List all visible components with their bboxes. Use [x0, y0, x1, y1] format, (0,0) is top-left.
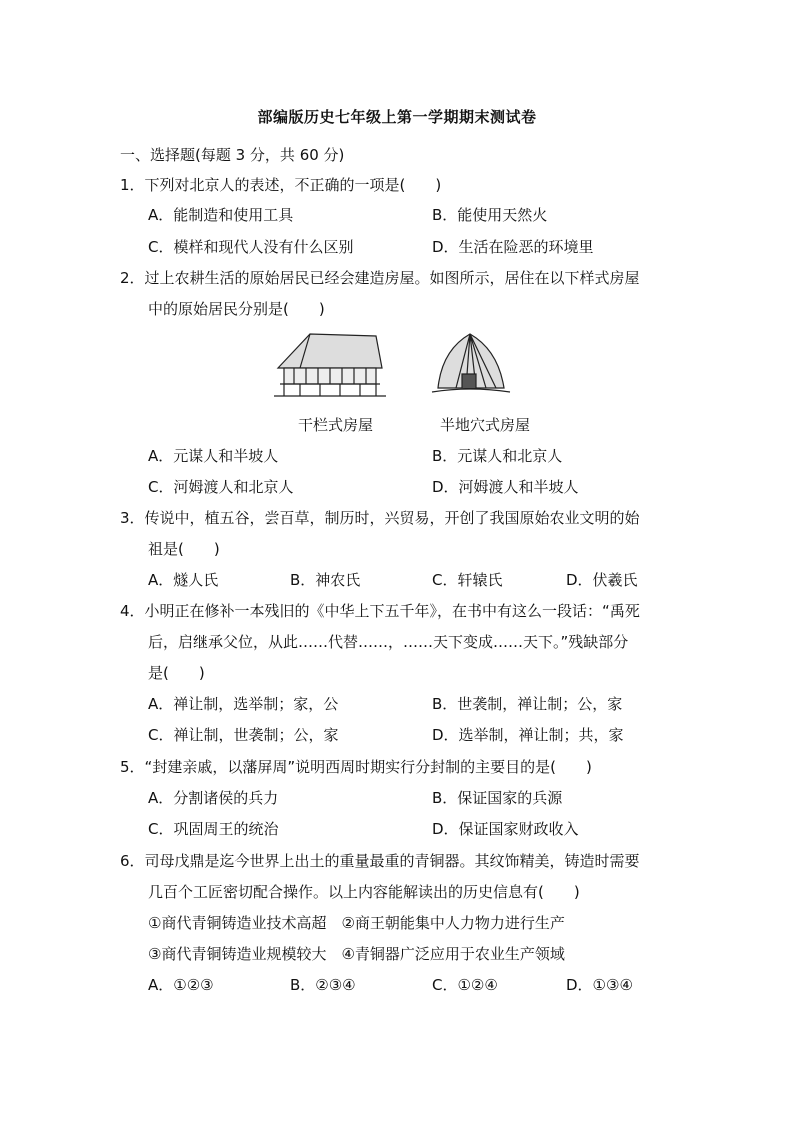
q5-option-b: B．保证国家的兵源	[432, 789, 563, 807]
houses-figure	[270, 330, 530, 400]
q6-option-d: D．①③④	[566, 976, 633, 994]
q1-option-a: A．能制造和使用工具	[148, 206, 294, 224]
q6-option-a: A．①②③	[148, 976, 214, 994]
q2-option-c: C．河姆渡人和北京人	[148, 478, 294, 496]
q4-option-c: C．禅让制，世袭制；公，家	[148, 726, 339, 744]
q5-option-a: A．分割诸侯的兵力	[148, 789, 279, 807]
q3-option-d: D．伏羲氏	[566, 571, 638, 589]
caption-pit-house: 半地穴式房屋	[440, 416, 531, 434]
pit-house-image	[432, 334, 510, 392]
question-5: 5．“封建亲戚，以藩屏周”说明西周时期实行分封制的主要目的是( )	[120, 758, 592, 776]
q6-option-b: B．②③④	[290, 976, 356, 994]
q5-option-d: D．保证国家财政收入	[432, 820, 579, 838]
q4-option-a: A．禅让制，选举制；家，公	[148, 695, 339, 713]
question-3: 3．传说中，植五谷，尝百草，制历时，兴贸易，开创了我国原始农业文明的始	[120, 509, 640, 527]
q2-option-d: D．河姆渡人和半坡人	[432, 478, 579, 496]
q3-option-b: B．神农氏	[290, 571, 361, 589]
question-3-cont: 祖是( )	[148, 540, 220, 558]
q2-option-a: A．元谋人和半坡人	[148, 447, 279, 465]
q6-option-c: C．①②④	[432, 976, 498, 994]
q1-option-d: D．生活在险恶的环境里	[432, 238, 594, 256]
question-6-cont: 几百个工匠密切配合操作。以上内容能解读出的历史信息有( )	[148, 883, 580, 901]
question-4-cont2: 是( )	[148, 664, 205, 682]
question-4-cont: 后，启继承父位，从此……代替……，……天下变成……天下。”残缺部分	[148, 633, 629, 651]
q2-option-b: B．元谋人和北京人	[432, 447, 563, 465]
question-2-cont: 中的原始居民分别是( )	[148, 300, 325, 318]
q1-option-c: C．模样和现代人没有什么区别	[148, 238, 354, 256]
page-title: 部编版历史七年级上第一学期期末测试卷	[257, 108, 537, 126]
question-6: 6．司母戊鼎是迄今世界上出土的重量最重的青铜器。其纹饰精美，铸造时需要	[120, 852, 640, 870]
q4-option-b: B．世袭制，禅让制；公，家	[432, 695, 623, 713]
stilt-house-image	[274, 334, 386, 396]
caption-stilt-house: 干栏式房屋	[298, 416, 374, 434]
q4-option-d: D．选举制，禅让制；共，家	[432, 726, 624, 744]
q5-option-c: C．巩固周王的统治	[148, 820, 279, 838]
q6-statements-2: ③商代青铜铸造业规模较大 ④青铜器广泛应用于农业生产领域	[148, 945, 565, 963]
question-2: 2．过上农耕生活的原始居民已经会建造房屋。如图所示，居住在以下样式房屋	[120, 269, 640, 287]
q3-option-c: C．轩辕氏	[432, 571, 503, 589]
question-4: 4．小明正在修补一本残旧的《中华上下五千年》，在书中有这么一段话：“禹死	[120, 602, 640, 620]
question-1: 1．下列对北京人的表述，不正确的一项是( )	[120, 176, 442, 194]
q3-option-a: A．燧人氏	[148, 571, 219, 589]
q1-option-b: B．能使用天然火	[432, 206, 548, 224]
q6-statements-1: ①商代青铜铸造业技术高超 ②商王朝能集中人力物力进行生产	[148, 914, 565, 932]
section-heading: 一、选择题(每题 3 分，共 60 分)	[120, 146, 345, 164]
